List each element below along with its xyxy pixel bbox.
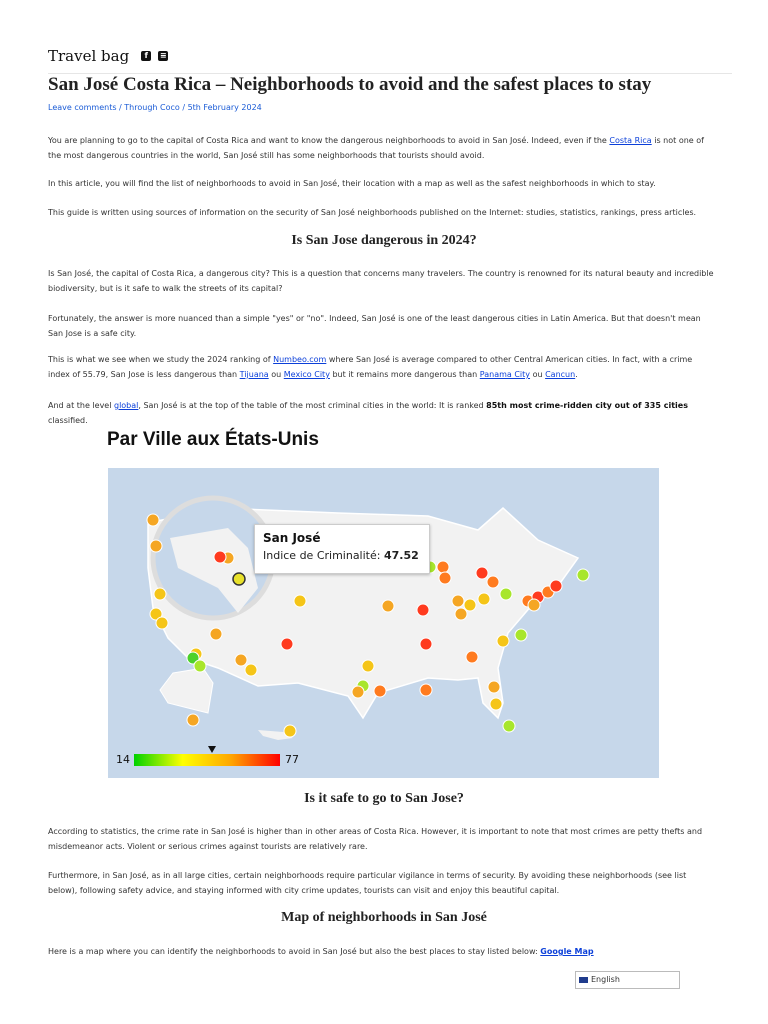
city-dot: [439, 572, 451, 584]
paragraph-vigilance: Furthermore, in San José, as in all large cities, certain neighborhoods require particular vigilance in terms of security. By avoiding these neighborhoods (see list below), following safety advice, and staying informed with city crime updates, tourists can visit and enjoy this beautiful capital.: [48, 871, 687, 895]
heading-safe: Is it safe to go to San Jose?: [304, 791, 464, 806]
legend-marker: [208, 746, 216, 753]
paragraph-intro: You are planning to go to the capital of Costa Rica and want to know the dangerous neighborhoods to avoid in San José. Indeed, even if the Costa Rica is not one of the most dangerous countries in the world, San José still has some neighborhoods that tourists should avoid.: [48, 136, 704, 160]
city-dot: [464, 599, 476, 611]
paragraph-map: Here is a map where you can identify the neighborhoods to avoid in San José but also the best places to stay listed below: Google Map: [48, 947, 594, 956]
paragraph-global: And at the level global, San José is at the top of the table of the most criminal cities in the world: It is ranked 85th most crime-ridden city out of 335 cities classified.: [48, 401, 688, 425]
article-meta[interactable]: Leave comments / Through Coco / 5th February 2024: [48, 103, 262, 112]
city-dot: [187, 714, 199, 726]
city-dot: [281, 638, 293, 650]
city-dot: [382, 600, 394, 612]
city-dot: [210, 628, 222, 640]
city-dot: [488, 681, 500, 693]
san-jose-dot: [233, 573, 245, 585]
city-dot: [466, 651, 478, 663]
city-dot: [245, 664, 257, 676]
paragraph-answer: Fortunately, the answer is more nuanced than a simple "yes" or "no". Indeed, San José is one of the least dangerous cities in Latin America. But that doesn't mean San Jose is a safe city.: [48, 314, 701, 338]
paragraph-sources: This guide is written using sources of information on the security of San José neighborhoods published on the Internet: studies, statistics, rankings, press articles.: [48, 208, 697, 217]
paragraph-ranking: This is what we see when we study the 2024 ranking of Numbeo.com where San José is average compared to other Central American cities. In fact, with a crime index of 55.79, San Jose is less dangerous than Tijuana ou Mexico City but it remains more dangerous than Panama City ou Cancun.: [48, 355, 693, 379]
city-dot: [497, 635, 509, 647]
city-dot: [476, 567, 488, 579]
city-dot: [294, 595, 306, 607]
city-dot: [455, 608, 467, 620]
city-dot: [374, 685, 386, 697]
city-dot: [420, 684, 432, 696]
map-title: Par Ville aux États-Unis: [107, 429, 319, 450]
city-dot: [487, 576, 499, 588]
link-tijuana[interactable]: Tijuana: [239, 370, 269, 379]
city-dot: [500, 588, 512, 600]
facebook-icon[interactable]: f: [141, 51, 151, 61]
menu-icon[interactable]: ≡: [159, 51, 167, 60]
legend-gradient: [134, 754, 280, 766]
paragraph-statistics: According to statistics, the crime rate in San José is higher than in other areas of Costa Rica. However, it is important to note that most crimes are petty thefts and misdemeanor acts. Violent or serious crimes against tourists are relatively rare.: [48, 827, 703, 851]
article-title: San José Costa Rica – Neighborhoods to avoid and the safest places to stay: [48, 74, 652, 95]
city-dot: [352, 686, 364, 698]
city-dot: [194, 660, 206, 672]
crime-map-image: [108, 468, 659, 778]
social-links: [141, 51, 168, 61]
legend-min: 14: [116, 753, 130, 766]
city-dot: [156, 617, 168, 629]
city-dot: [577, 569, 589, 581]
site-header: [48, 44, 168, 68]
link-costa-rica[interactable]: Costa Rica: [609, 136, 652, 145]
city-dot: [528, 599, 540, 611]
city-dot: [437, 561, 449, 573]
city-dot: [503, 720, 515, 732]
map-tooltip: [254, 524, 430, 574]
heading-map: Map of neighborhoods in San José: [281, 910, 487, 925]
city-dot: [515, 629, 527, 641]
uk-flag-icon: [579, 977, 588, 983]
link-panama-city[interactable]: Panama City: [479, 370, 531, 379]
link-cancun[interactable]: Cancun: [545, 370, 576, 379]
city-dot: [550, 580, 562, 592]
paragraph-question: Is San José, the capital of Costa Rica, a dangerous city? This is a question that concerns many travelers. The country is renowned for its natural beauty and incredible biodiversity, but is it safe to walk the streets of its capital?: [48, 269, 714, 293]
link-numbeo[interactable]: Numbeo.com: [273, 355, 327, 364]
city-dot: [214, 551, 226, 563]
legend-max: 77: [285, 753, 299, 766]
city-dot: [478, 593, 490, 605]
city-dot: [235, 654, 247, 666]
city-dot: [490, 698, 502, 710]
site-title[interactable]: Travel bag: [48, 47, 130, 65]
city-dot: [362, 660, 374, 672]
link-mexico-city[interactable]: Mexico City: [283, 370, 330, 379]
heading-dangerous: Is San Jose dangerous in 2024?: [291, 233, 477, 248]
language-switcher[interactable]: English: [575, 971, 680, 989]
city-markers: [108, 468, 659, 778]
city-dot: [150, 540, 162, 552]
city-dot: [420, 638, 432, 650]
link-global[interactable]: global: [113, 401, 139, 410]
tooltip-city: San José: [263, 531, 321, 545]
city-dot: [284, 725, 296, 737]
link-google-map[interactable]: Google Map: [540, 947, 594, 956]
city-dot: [417, 604, 429, 616]
city-dot: [147, 514, 159, 526]
paragraph-overview: In this article, you will find the list of neighborhoods to avoid in San José, their location with a map as well as the safest neighborhoods in which to stay.: [48, 179, 656, 188]
city-dot: [452, 595, 464, 607]
tooltip-index: Indice de Criminalité: 47.52: [263, 549, 419, 562]
city-dot: [154, 588, 166, 600]
